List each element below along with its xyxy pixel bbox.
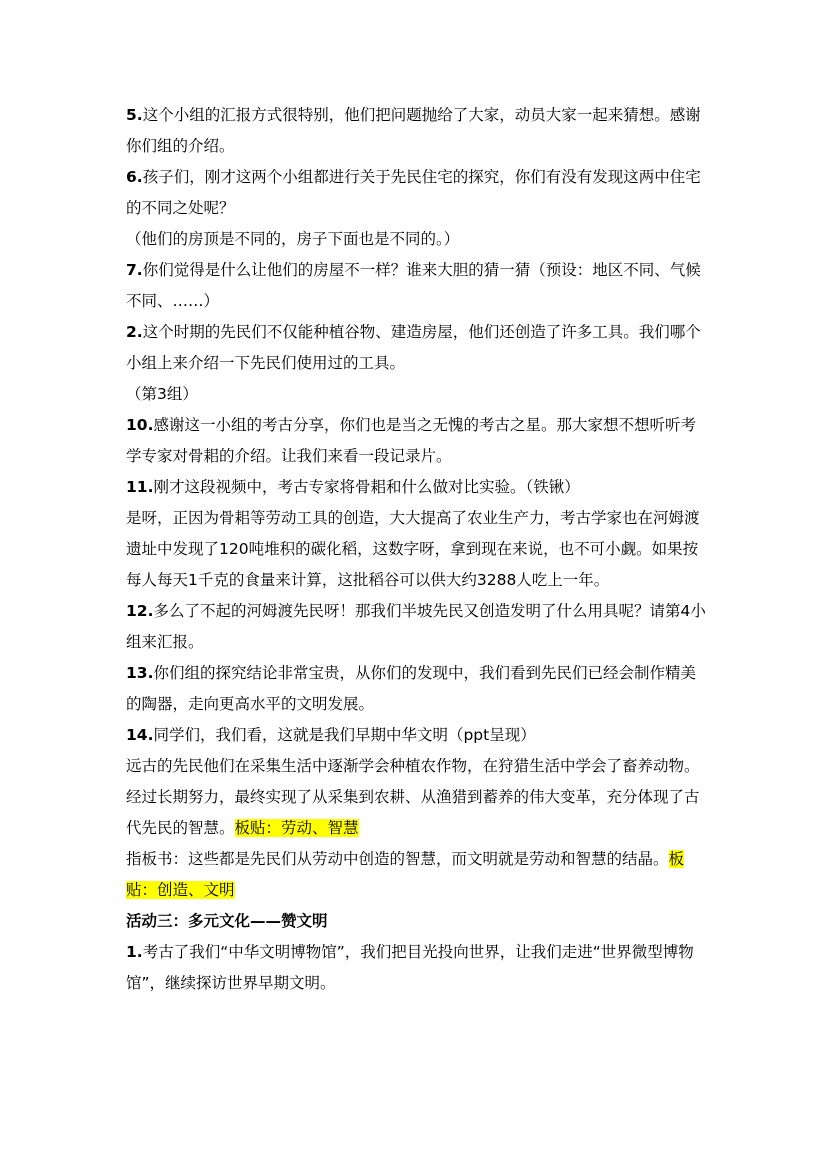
paragraph-13: 13.你们组的探究结论非常宝贵，从你们的发现中，我们看到先民们已经会制作精美的陶器，走向更高水平的文明发展。 bbox=[126, 664, 696, 713]
paragraph-2: 2.这个时期的先民们不仅能种植谷物、建造房屋，他们还创造了许多工具。我们哪个小组上来介绍一下先民们使用过的工具。 bbox=[126, 323, 701, 372]
paragraph-14: 14.同学们，我们看，这就是我们早期中华文明（ppt呈现） bbox=[126, 726, 536, 744]
paragraph-5: 5.这个小组的汇报方式很特别，他们把问题抛给了大家，动员大家一起来猜想。感谢你们组的介绍。 bbox=[126, 106, 701, 155]
paragraph-activity-1: 1.考古了我们“中华文明博物馆”，我们把目光投向世界，让我们走进“世界微型博物馆”，继续探访世界早期文明。 bbox=[126, 943, 694, 992]
paragraph-6: 6.孩子们，刚才这两个小组都进行关于先民住宅的探究，你们有没有发现这两中住宅的不同之处呢？ bbox=[126, 168, 701, 217]
paragraph-rice: 是呀，正因为骨耜等劳动工具的创造，大大提高了农业生产力，考古学家也在河姆渡遗址中发现了120吨堆积的碳化稻，这数字呀，拿到现在来说，也不可小觑。如果按每人每天1千克的食量来计算，这批稻谷可以供大约3288人吃上一年。 bbox=[126, 509, 700, 589]
paragraph-12: 12.多么了不起的河姆渡先民呀！那我们半坡先民又创造发明了什么用具呢？请第4小组来汇报。 bbox=[126, 602, 706, 651]
board-note-highlight: 板贴：创造、文明 bbox=[126, 850, 685, 899]
paragraph-11: 11.刚才这段视频中，考古专家将骨耜和什么做对比实验。（铁锹） bbox=[126, 478, 580, 496]
paragraph-group-3: （第3组） bbox=[126, 385, 198, 403]
activity-heading: 活动三：多元文化——赞文明 bbox=[126, 912, 328, 930]
paragraph-answer: （他们的房顶是不同的，房子下面也是不同的。） bbox=[126, 230, 460, 248]
paragraph-board: 指板书：这些都是先民们从劳动中创造的智慧，而文明就是劳动和智慧的结晶。板贴：创造、文明 bbox=[126, 850, 685, 899]
document-body bbox=[126, 100, 706, 999]
paragraph-10: 10.感谢这一小组的考古分享，你们也是当之无愧的考古之星。那大家想不想听听考学专家对骨耜的介绍。让我们来看一段记录片。 bbox=[126, 416, 696, 465]
paragraph-7: 7.你们觉得是什么让他们的房屋不一样？谁来大胆的猜一猜（预设：地区不同、气候不同、……） bbox=[126, 261, 701, 310]
paragraph-summary: 远古的先民他们在采集生活中逐渐学会种植农作物，在狩猎生活中学会了畜养动物。经过长期努力，最终实现了从采集到农耕、从渔猎到蓄养的伟大变革，充分体现了古代先民的智慧。板贴：劳动、智慧 bbox=[126, 757, 700, 837]
board-note-highlight: 板贴：劳动、智慧 bbox=[234, 819, 359, 837]
